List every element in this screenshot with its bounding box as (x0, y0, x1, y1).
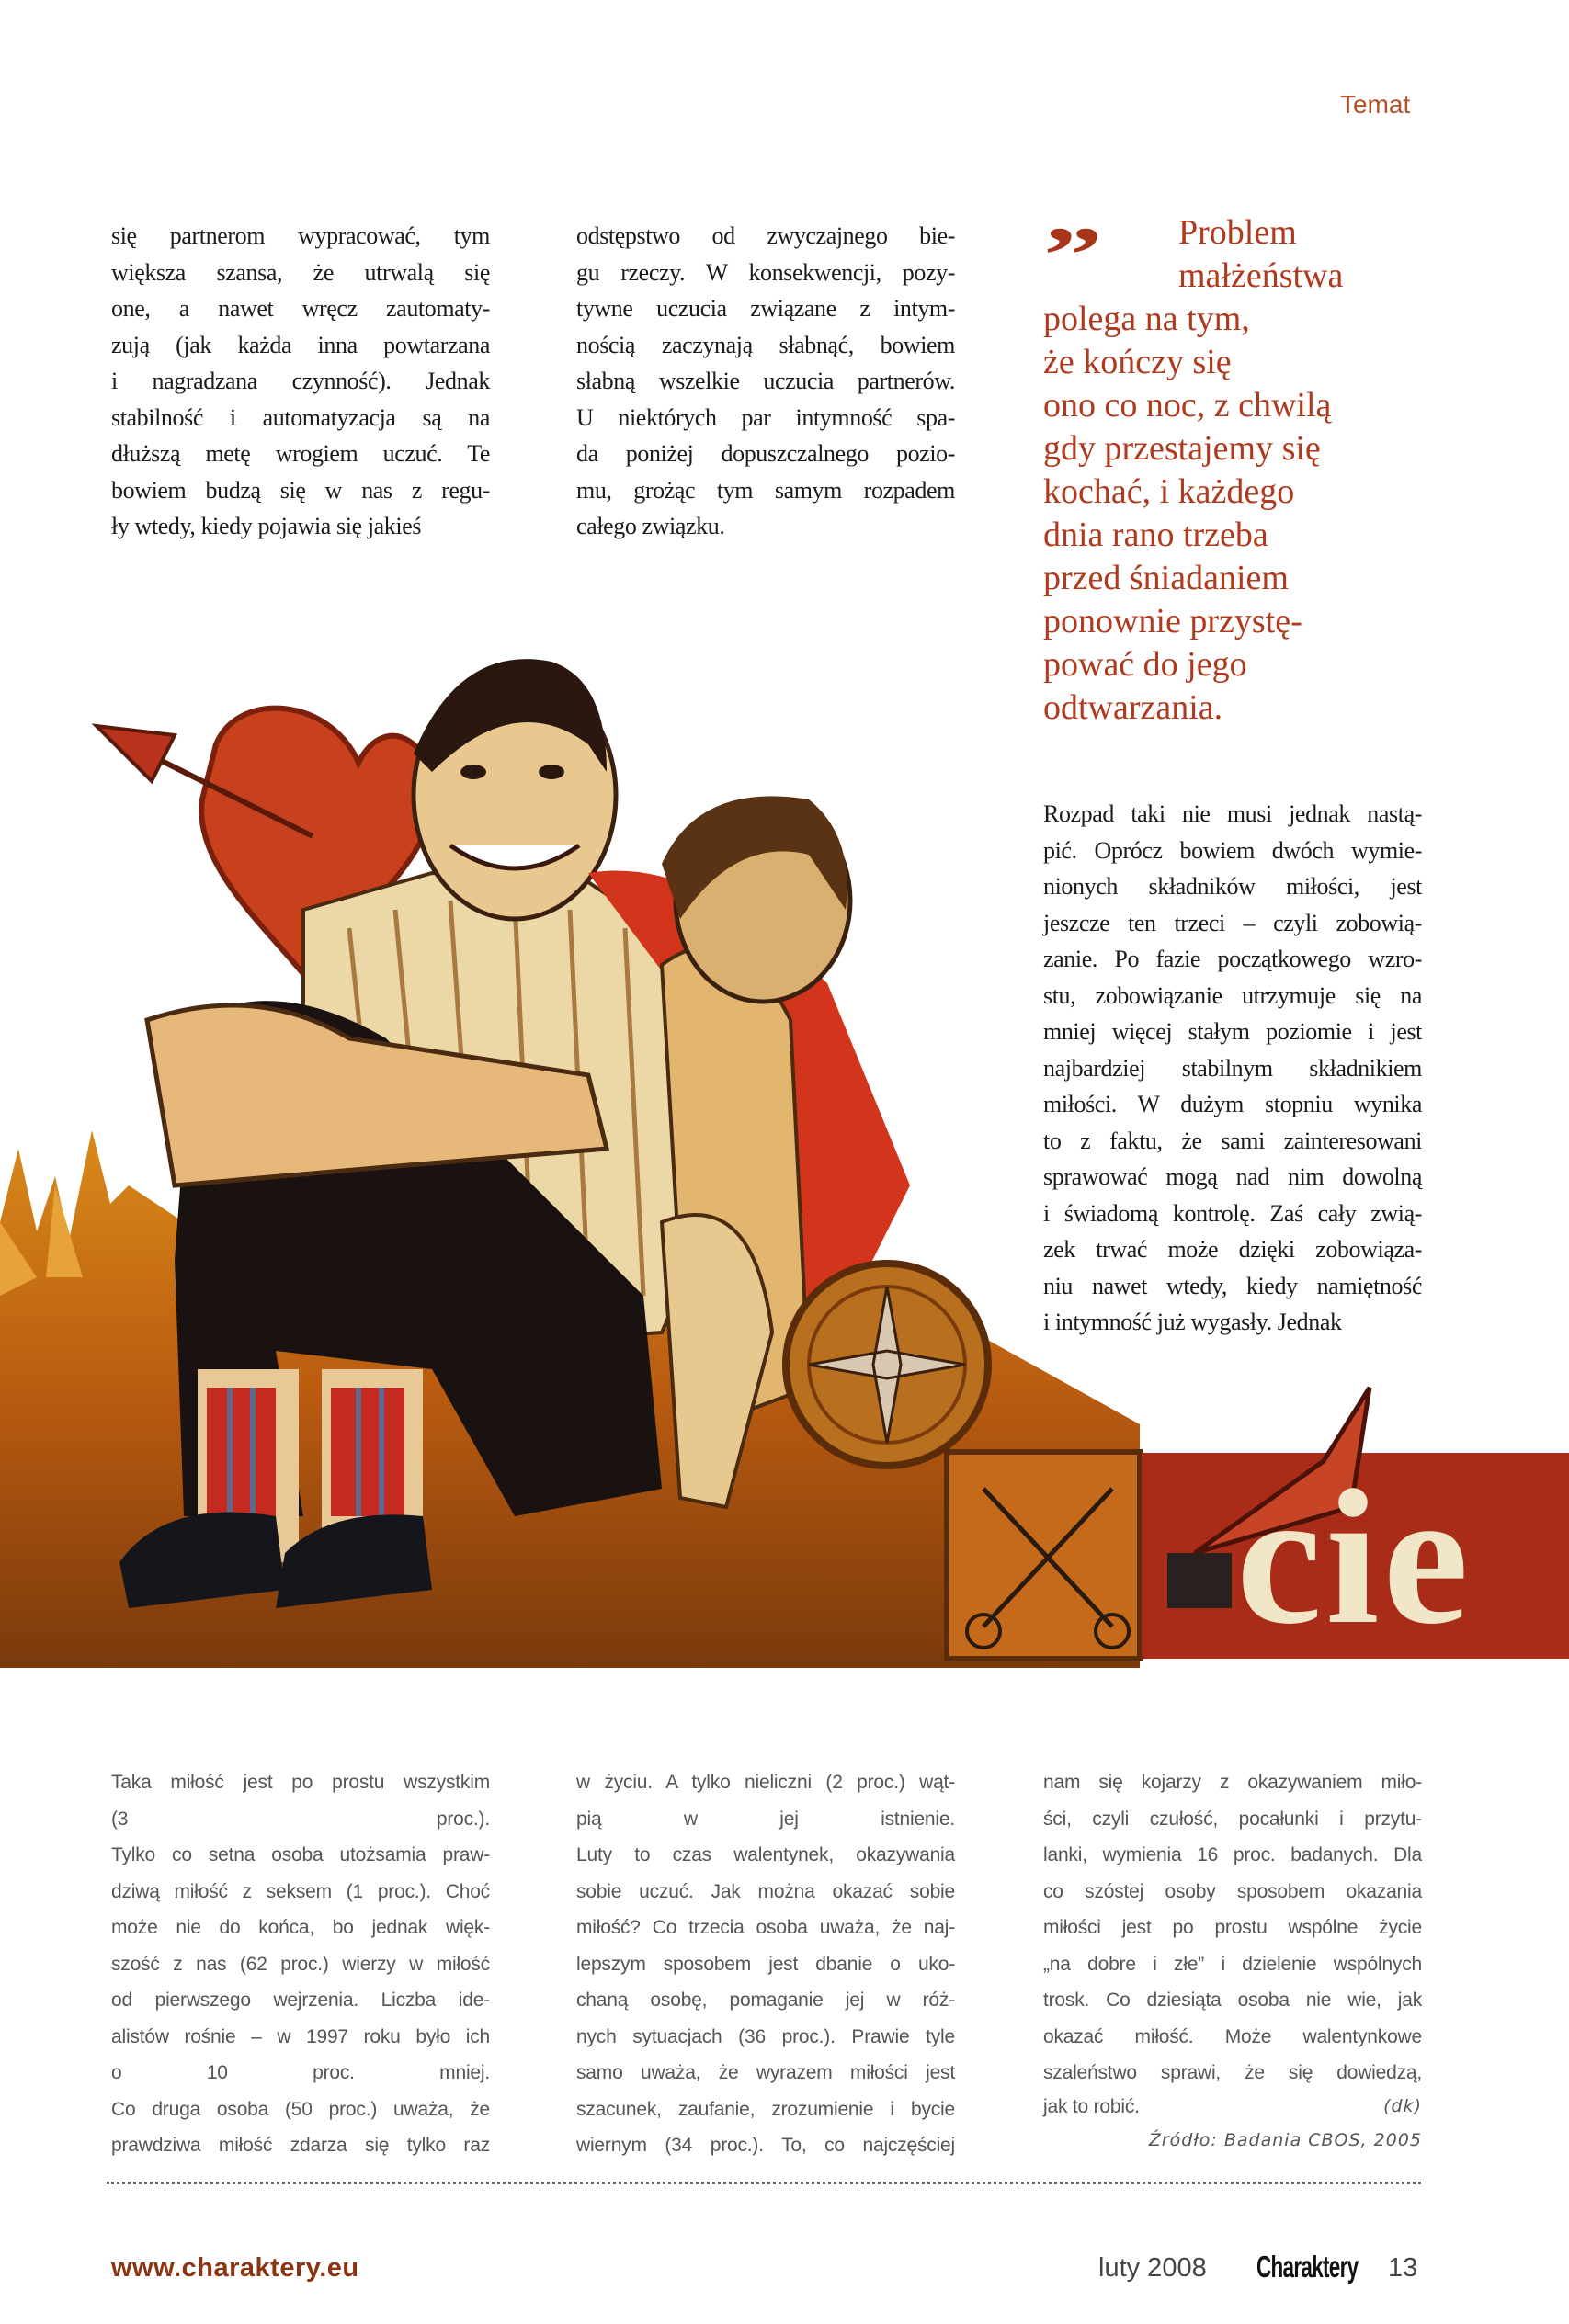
text-line: stu, zobowiązanie utrzymuje się na (1043, 981, 1422, 1009)
text-line: alistów rośnie – w 1997 roku było ich (111, 2025, 490, 2047)
text-line: nam się kojarzy z okazywaniem miło- (1043, 1772, 1422, 1793)
text-line: szość z nas (62 proc.) wierzy w miłość (111, 1953, 490, 1975)
text-line: lanki, wymienia 16 proc. badanych. Dla (1043, 1844, 1422, 1865)
text-line: nych sytuacjach (36 proc.). Prawie tyle (576, 2025, 955, 2047)
text-line: szaleństwo sprawi, że się dowiedzą, (1043, 2062, 1422, 2083)
text-line: zują (jak każda inna powtarzana (111, 331, 490, 358)
text-line: szacunek, zaufanie, zrozumienie i bycie (576, 2098, 955, 2120)
text-line: U niektórych par intymność spa- (576, 403, 955, 431)
text-line: nością zaczynają słabnąć, bowiem (576, 331, 955, 358)
pull-quote-line: kochać, i każdego (1043, 472, 1295, 511)
text-line: dziwą miłość z seksem (1 proc.). Choć (111, 1880, 490, 1902)
pull-quote-line: pować do jego (1043, 645, 1247, 684)
text-line: słabną wszelkie uczucia partnerów. (576, 368, 955, 394)
sidebar-column-2 (576, 1764, 955, 2164)
sidebar-column-1 (111, 1764, 490, 2164)
text-line: tywne uczucia związane z intym- (576, 295, 955, 322)
text-line: sprawować mogą nad nim dowolną (1043, 1163, 1422, 1190)
text-line: pią w jej istnienie. (576, 1808, 955, 1830)
pull-quote-line: ponownie przystę- (1043, 602, 1302, 641)
text-line: niu nawet wtedy, kiedy namiętność (1043, 1272, 1422, 1299)
text-line: zanie. Po fazie początkowego wzro- (1043, 946, 1422, 972)
author-signature: (dk) (1383, 2096, 1422, 2116)
red-banner (1142, 1388, 1569, 1664)
text-line: ły wtedy, kiedy pojawia się jakieś (111, 513, 422, 539)
sidebar-last-line: jak to robić. (1043, 2096, 1140, 2117)
text-line: w życiu. A tylko nieliczni (2 proc.) wąt- (576, 1772, 955, 1793)
text-line: bowiem budzą się w nas z regu- (111, 476, 490, 504)
footer-website-link[interactable]: www.charaktery.eu (111, 2253, 359, 2283)
section-label: Temat (1340, 90, 1411, 119)
quote-mark-icon: ” (1043, 210, 1100, 299)
text-line: o 10 proc. mniej. (111, 2062, 490, 2083)
text-line: pić. Oprócz bowiem dwóch wymie- (1043, 836, 1422, 864)
pull-quote-line: odtwarzania. (1043, 688, 1223, 727)
footer-page-number: 13 (1388, 2253, 1418, 2283)
text-line: Co druga osoba (50 proc.) uważa, że (111, 2098, 490, 2120)
text-line: Taka miłość jest po prostu wszystkim (111, 1772, 490, 1793)
footer-issue-date: luty 2008 (1098, 2253, 1207, 2283)
article-column-2 (576, 218, 955, 545)
text-line: „na dobre i złe” i dzielenie wspólnych (1043, 1953, 1422, 1975)
text-line: Tylko co setna osoba utożsamia praw- (111, 1844, 490, 1865)
pull-quote-line: dnia rano trzeba (1043, 516, 1268, 554)
text-line: mu, grożąc tym samym rozpadem (576, 476, 955, 504)
text-line: najbardziej stabilnym składnikiem (1043, 1054, 1422, 1082)
text-line: wiernym (34 proc.). To, co najczęściej (576, 2135, 955, 2156)
text-line: da poniżej dopuszczalnego pozio- (576, 440, 955, 467)
pull-quote-line: małżeństwa (1178, 256, 1344, 295)
text-line: sobie uczuć. Jak można okazać sobie (576, 1880, 955, 1902)
pull-quote-line: że kończy się (1043, 343, 1232, 381)
text-line: chaną osobę, pomaganie jej w róż- (576, 1990, 955, 2011)
text-line: może nie do końca, bo jednak więk- (111, 1917, 490, 1938)
text-line: stabilność i automatyzacja są na (111, 403, 490, 431)
text-line: samo uważa, że wyrazem miłości jest (576, 2062, 955, 2083)
text-line: i świadomą kontrolę. Zaś cały zwią- (1043, 1199, 1422, 1227)
text-line: to z faktu, że sami zainteresowani (1043, 1127, 1422, 1154)
text-line: lepszym sposobem jest dbanie o uko- (576, 1953, 955, 1975)
text-line: mniej więcej stałym poziomie i jest (1043, 1018, 1422, 1045)
text-line: miłość? Co trzecia osoba uważa, że naj- (576, 1917, 955, 1938)
pull-quote-line: ono co noc, z chwilą (1043, 386, 1332, 425)
text-line: trosk. Co dziesiąta osoba nie wie, jak (1043, 1990, 1422, 2011)
footer-magazine-logo: Charaktery (1256, 2250, 1359, 2284)
text-line: od pierwszego wejrzenia. Liczba ide- (111, 1990, 490, 2011)
text-line: Luty to czas walentynek, okazywania (576, 1844, 955, 1865)
text-line: ści, czyli czułość, pocałunki i przytu- (1043, 1808, 1422, 1830)
text-line: miłości jest po prostu wspólne życie (1043, 1917, 1422, 1938)
text-line: one, a nawet wręcz zautomaty- (111, 295, 490, 322)
pull-quote-line: polega na tym, (1043, 300, 1250, 338)
text-line: nionych składników miłości, jest (1043, 873, 1422, 900)
text-line: miłości. W dużym stopniu wynika (1043, 1091, 1422, 1117)
dotted-divider (107, 2182, 1421, 2184)
text-line: dłuższą metę wrogiem uczuć. Te (111, 440, 490, 467)
text-line: i intymność już wygasły. Jednak (1043, 1309, 1342, 1335)
compass-disc (786, 1264, 988, 1466)
text-line: gu rzeczy. W konsekwencji, pozy- (576, 258, 955, 286)
text-line: i nagradzana czynność). Jednak (111, 368, 490, 394)
sidebar-column-3 (1043, 1764, 1422, 2092)
text-line: (3 proc.). (111, 1808, 490, 1830)
banner-letters: cie (1236, 1451, 1472, 1664)
text-line: większa szansa, że utrwalą się (111, 258, 490, 286)
text-line: całego związku. (576, 513, 725, 539)
text-line: okazać miłość. Może walentynkowe (1043, 2025, 1422, 2047)
source-note: Źródło: Badania CBOS, 2005 (1148, 2130, 1422, 2150)
pull-quote-line: gdy przestajemy się (1043, 429, 1321, 468)
pull-quote-line: przed śniadaniem (1043, 559, 1289, 597)
illustration-couple-painting (0, 634, 1569, 1668)
text-line: co szóstej osoby sposobem okazania (1043, 1880, 1422, 1902)
pull-quote-line: Problem (1178, 213, 1297, 252)
scissors-box (947, 1452, 1140, 1659)
text-line: Rozpad taki nie musi jednak nastą- (1043, 800, 1422, 827)
text-line: odstępstwo od zwyczajnego bie- (576, 222, 955, 249)
text-line: zek trwać może dzięki zobowiąza- (1043, 1236, 1422, 1263)
text-line: prawdziwa miłość zdarza się tylko raz (111, 2135, 490, 2156)
text-line: się partnerom wypracować, tym (111, 222, 490, 249)
text-line: jeszcze ten trzeci – czyli zobowią- (1043, 909, 1422, 936)
sidebar-closing-line (1043, 2089, 1422, 2125)
article-column-1 (111, 218, 490, 545)
